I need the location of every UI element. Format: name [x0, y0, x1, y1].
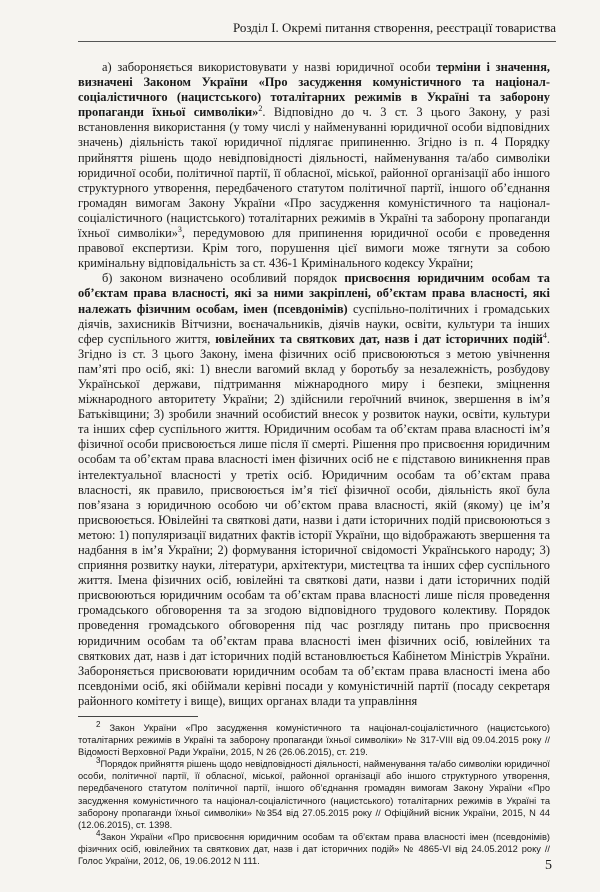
footnote-number: 3 — [96, 756, 101, 766]
footnotes — [78, 719, 550, 867]
bold-run: присвоєння юридичним особам та об’єктам права власності, які за ними закріплені, об’єктам права власності, які належать фізичним особам, імен (псевдонімів) — [78, 271, 550, 316]
bold-run: ювілейних та святкових дат, назв і дат історичних подій — [215, 331, 543, 346]
page-number: 5 — [545, 858, 552, 873]
text-run: б) законом визначено особливий порядок — [102, 271, 345, 286]
text-run: суспільно-політичних і громадських діячів, захисників Вітчизни, воєначальників, діячів науки, освіти, культури та інших сфер суспільного життя, — [78, 301, 550, 346]
paragraph-a — [78, 60, 550, 271]
footnote-number: 4 — [96, 828, 101, 838]
footnote-ref: 2 — [258, 104, 263, 114]
paragraph-b — [78, 271, 550, 709]
main-text — [78, 60, 550, 709]
footnote-text: Порядок прийняття рішень щодо невідповідності діяльності, найменування та/або символіки юридичної особи, політичної партії, її обласної, міської, районної організації або іншого структурного утворення, передбаченого статутом політичної партії, іншого об’єднання громадян вимогам Закону України «Про засудження комуністичного та націонал-соціалістичного (нацистського) тоталітарних режимів в Україні та заборону пропаганди їхньої символіки» №354 від 27.05.2015 року // Офіційний вісник України, 2015, N 44 (12.06.2015), ст. 1398. — [78, 759, 550, 830]
bold-run: терміни і значення, визначені Законом України «Про засудження комуністичного та націонал-соціалістичного (нацистського) тоталітарних режимів в Україні та заборону пропаганди їхньої символіки» — [78, 60, 550, 120]
text-run: , передумовою для припинення юридичної особи є проведення правової експертизи. Крім того, порушення цієї вимоги може тягнути за собою кримінальну відповідальність за ст. 436-1 Кримінального кодексу України; — [78, 226, 550, 271]
running-head: Розділ І. Окремі питання створення, реєстрації товариства — [78, 20, 556, 42]
text-run: . Відповідно до ч. 3 ст. 3 цього Закону, у разі встановлення використання (у тому числі у найменуванні юридичної особи відповідних значень) діяльність такої юридичної підлягає припиненню. Згідно із п. 4 Порядку прийняття рішень щодо невідповідності діяльності, найменування та/або символіки юридичної особи, політичної партії, її обласної, міської, районної організації або іншого структурного утворення, передбаченого статутом політичної партії, іншого об’єднання громадян вимогам Закону України «Про засудження комуністичного та націонал-соціалістичного (нацистського) тоталітарних режимів в Україні та заборону пропаганди їхньої символіки» — [78, 105, 550, 241]
footnote-ref: 4 — [542, 330, 547, 340]
footnote-text: Закон України «Про присвоєння юридичним особам та об’єктам права власності імен (псевдонімів) фізичних осіб, ювілейних та святкових дат, назв і дат історичних подій» № 4865-VI від 24.05.2012 року // Голос України, 2012, 06, 19.06.2012 N 111. — [78, 831, 550, 867]
footnote-divider — [78, 716, 198, 717]
footnote — [78, 758, 550, 831]
footnote-ref: 3 — [177, 224, 182, 234]
footnote — [78, 828, 550, 867]
text-run: а) забороняється використовувати у назві юридичної особи — [102, 60, 437, 74]
text-run: . Згідно із ст. 3 цього Закону, імена фізичних осіб присвоюються з метою увічнення пам’яті про осіб, які: 1) внесли вагомий вклад у боротьбу за незалежність, розбудову Української держави, підтримання міжнародного миру і безпеки, зміцнення міжнародного авторитету України; 2) здійснили героїчний вчинок, звершення в ім’я Батьківщини; 3) зробили значний особистий внесок у розвиток науки, освіти, культури та інших сфер суспільного життя. Юридичним особам та об’єктам права власності ім’я фізичної особи присвоюється лише після її смерті. Рішення про присвоєння юридичним особам та об’єктам права власності імен фізичних осіб не є підставою виникнення прав інтелектуальної власності у третіх осіб. Юридичним особам та об’єктам права власності, як правило, присвоюється ім’я тієї фізичної особи, діяльність якої була пов’язана з юридичною особою чи об’єктом права власності, якій (якому) це ім’я присвоюється. Ювілейні та святкові дати, назви і дати історичних подій присвоюються з метою: 1) популяризації видатних фактів історії України, що відображають звершення та надбання в ім’я України; 2) формування історичної свідомості Українського народу; 3) сприяння розвитку науки, літератури, архітектури, мистецтва та інших сфер суспільного життя. Імена фізичних осіб, ювілейні та святкові дати, назви і дати історичних подій присвоюються юридичним особам та об’єктам права власності лише після проведення громадського обговорення та за згодою відповідного трудового колективу. Порядок проведення громадського обговорення під час розгляду питань про присвоєння юридичним особам та об’єктам права власності імен фізичних осіб, ювілейних та святкових дат, назв і дат історичних подій встановлюється Кабінетом Міністрів України. Забороняється присвоювати юридичним особам та об’єктам права власності імена або псевдоніми осіб, які обіймали керівні посади у комуністичній партії (посаду секретаря районного комітету і вище), вищих органах влади та управління — [78, 331, 550, 708]
footnote-number: 2 — [96, 719, 101, 729]
footnote-text: Закон України «Про засудження комуністичного та націонал-соціалістичного (нацистського) тоталітарних режимів в Україні та заборону пропаганди їхньої символіки» № 317-VIII від 09.04.2015 року // Відомості Верховної Ради України, 2015, N 26 (26.06.2015), ст. 219. — [78, 723, 550, 758]
footnote — [78, 719, 550, 758]
